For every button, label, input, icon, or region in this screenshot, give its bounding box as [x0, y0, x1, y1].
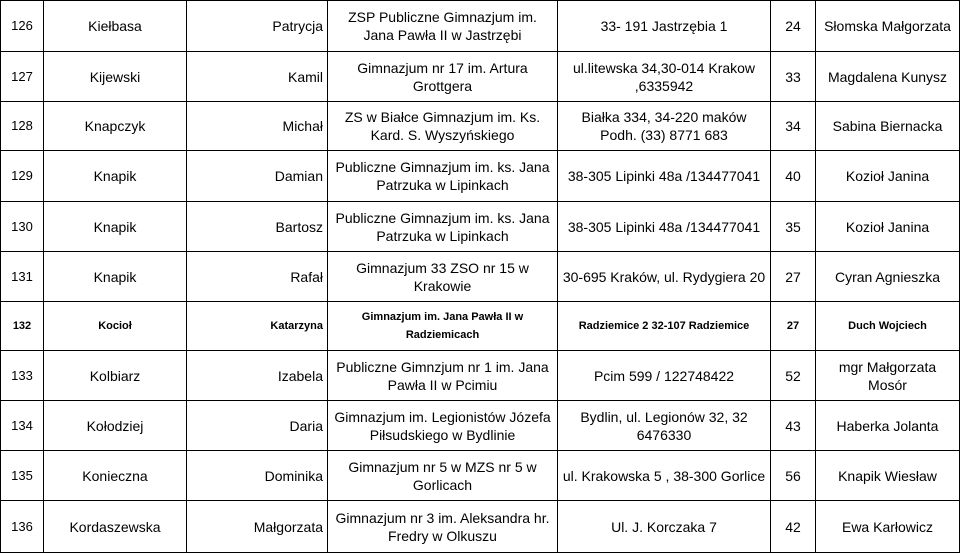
teacher-cell: Kozioł Janina — [816, 202, 960, 252]
first-name-cell: Daria — [187, 401, 328, 451]
table-row — [1, 252, 960, 302]
points-cell: 56 — [771, 451, 816, 501]
school-cell: Gimnazjum nr 5 w MZS nr 5 w Gorlicach — [328, 451, 558, 501]
first-name-cell: Bartosz — [187, 202, 328, 252]
table-row — [1, 102, 960, 151]
surname-cell: Kołodziej — [44, 401, 187, 451]
row-number: 130 — [1, 202, 44, 252]
points-cell: 34 — [771, 102, 816, 151]
table-row — [1, 52, 960, 102]
row-number: 129 — [1, 151, 44, 202]
address-cell: ul. Krakowska 5 , 38-300 Gorlice — [558, 451, 771, 501]
school-cell: Gimnazjum nr 3 im. Aleksandra hr. Fredry w Olkuszu — [328, 501, 558, 553]
table-row — [1, 351, 960, 401]
school-cell: Publiczne Gimnazjum im. ks. Jana Patrzuka w Lipinkach — [328, 202, 558, 252]
row-number: 128 — [1, 102, 44, 151]
row-number: 132 — [1, 302, 44, 351]
points-cell: 52 — [771, 351, 816, 401]
first-name-cell: Małgorzata — [187, 501, 328, 553]
points-cell: 43 — [771, 401, 816, 451]
school-cell: Gimnazjum im. Jana Pawła II w Radziemicach — [328, 302, 558, 351]
surname-cell: Kiełbasa — [44, 1, 187, 52]
first-name-cell: Katarzyna — [187, 302, 328, 351]
teacher-cell: Ewa Karłowicz — [816, 501, 960, 553]
surname-cell: Knapik — [44, 252, 187, 302]
points-cell: 35 — [771, 202, 816, 252]
teacher-cell: Słomska Małgorzata — [816, 1, 960, 52]
address-cell: Radziemice 2 32-107 Radziemice — [558, 302, 771, 351]
table-row — [1, 302, 960, 351]
school-cell: ZSP Publiczne Gimnazjum im. Jana Pawła II w Jastrzębi — [328, 1, 558, 52]
address-cell: Białka 334, 34-220 maków Podh. (33) 8771 683 — [558, 102, 771, 151]
first-name-cell: Dominika — [187, 451, 328, 501]
first-name-cell: Damian — [187, 151, 328, 202]
row-number: 126 — [1, 1, 44, 52]
teacher-cell: mgr Małgorzata Mosór — [816, 351, 960, 401]
first-name-cell: Patrycja — [187, 1, 328, 52]
first-name-cell: Rafał — [187, 252, 328, 302]
address-cell: ul.litewska 34,30-014 Krakow ,6335942 — [558, 52, 771, 102]
teacher-cell: Knapik Wiesław — [816, 451, 960, 501]
school-cell: Gimnazjum im. Legionistów Józefa Piłsudskiego w Bydlinie — [328, 401, 558, 451]
surname-cell: Knapczyk — [44, 102, 187, 151]
table-row — [1, 401, 960, 451]
school-cell: Gimnazjum nr 17 im. Artura Grottgera — [328, 52, 558, 102]
points-cell: 27 — [771, 252, 816, 302]
school-cell: ZS w Białce Gimnazjum im. Ks. Kard. S. Wyszyńskiego — [328, 102, 558, 151]
table-row — [1, 202, 960, 252]
first-name-cell: Michał — [187, 102, 328, 151]
table-row — [1, 1, 960, 52]
surname-cell: Kordaszewska — [44, 501, 187, 553]
teacher-cell: Haberka Jolanta — [816, 401, 960, 451]
address-cell: Ul. J. Korczaka 7 — [558, 501, 771, 553]
address-cell: Bydlin, ul. Legionów 32, 32 6476330 — [558, 401, 771, 451]
surname-cell: Kolbiarz — [44, 351, 187, 401]
table-row — [1, 451, 960, 501]
address-cell: 38-305 Lipinki 48a /134477041 — [558, 202, 771, 252]
school-cell: Gimnazjum 33 ZSO nr 15 w Krakowie — [328, 252, 558, 302]
row-number: 131 — [1, 252, 44, 302]
address-cell: Pcim 599 / 122748422 — [558, 351, 771, 401]
school-cell: Publiczne Gimnzjum nr 1 im. Jana Pawła II w Pcimiu — [328, 351, 558, 401]
teacher-cell: Magdalena Kunysz — [816, 52, 960, 102]
row-number: 127 — [1, 52, 44, 102]
first-name-cell: Izabela — [187, 351, 328, 401]
address-cell: 38-305 Lipinki 48a /134477041 — [558, 151, 771, 202]
row-number: 135 — [1, 451, 44, 501]
points-cell: 42 — [771, 501, 816, 553]
points-cell: 40 — [771, 151, 816, 202]
teacher-cell: Duch Wojciech — [816, 302, 960, 351]
row-number: 134 — [1, 401, 44, 451]
row-number: 133 — [1, 351, 44, 401]
teacher-cell: Cyran Agnieszka — [816, 252, 960, 302]
address-cell: 33- 191 Jastrzębia 1 — [558, 1, 771, 52]
points-cell: 33 — [771, 52, 816, 102]
surname-cell: Kocioł — [44, 302, 187, 351]
surname-cell: Knapik — [44, 202, 187, 252]
school-cell: Publiczne Gimnazjum im. ks. Jana Patrzuka w Lipinkach — [328, 151, 558, 202]
address-cell: 30-695 Kraków, ul. Rydygiera 20 — [558, 252, 771, 302]
row-number: 136 — [1, 501, 44, 553]
table-row — [1, 501, 960, 553]
points-cell: 24 — [771, 1, 816, 52]
teacher-cell: Sabina Biernacka — [816, 102, 960, 151]
points-cell: 27 — [771, 302, 816, 351]
surname-cell: Knapik — [44, 151, 187, 202]
teacher-cell: Kozioł Janina — [816, 151, 960, 202]
table-row — [1, 151, 960, 202]
surname-cell: Kijewski — [44, 52, 187, 102]
surname-cell: Konieczna — [44, 451, 187, 501]
first-name-cell: Kamil — [187, 52, 328, 102]
